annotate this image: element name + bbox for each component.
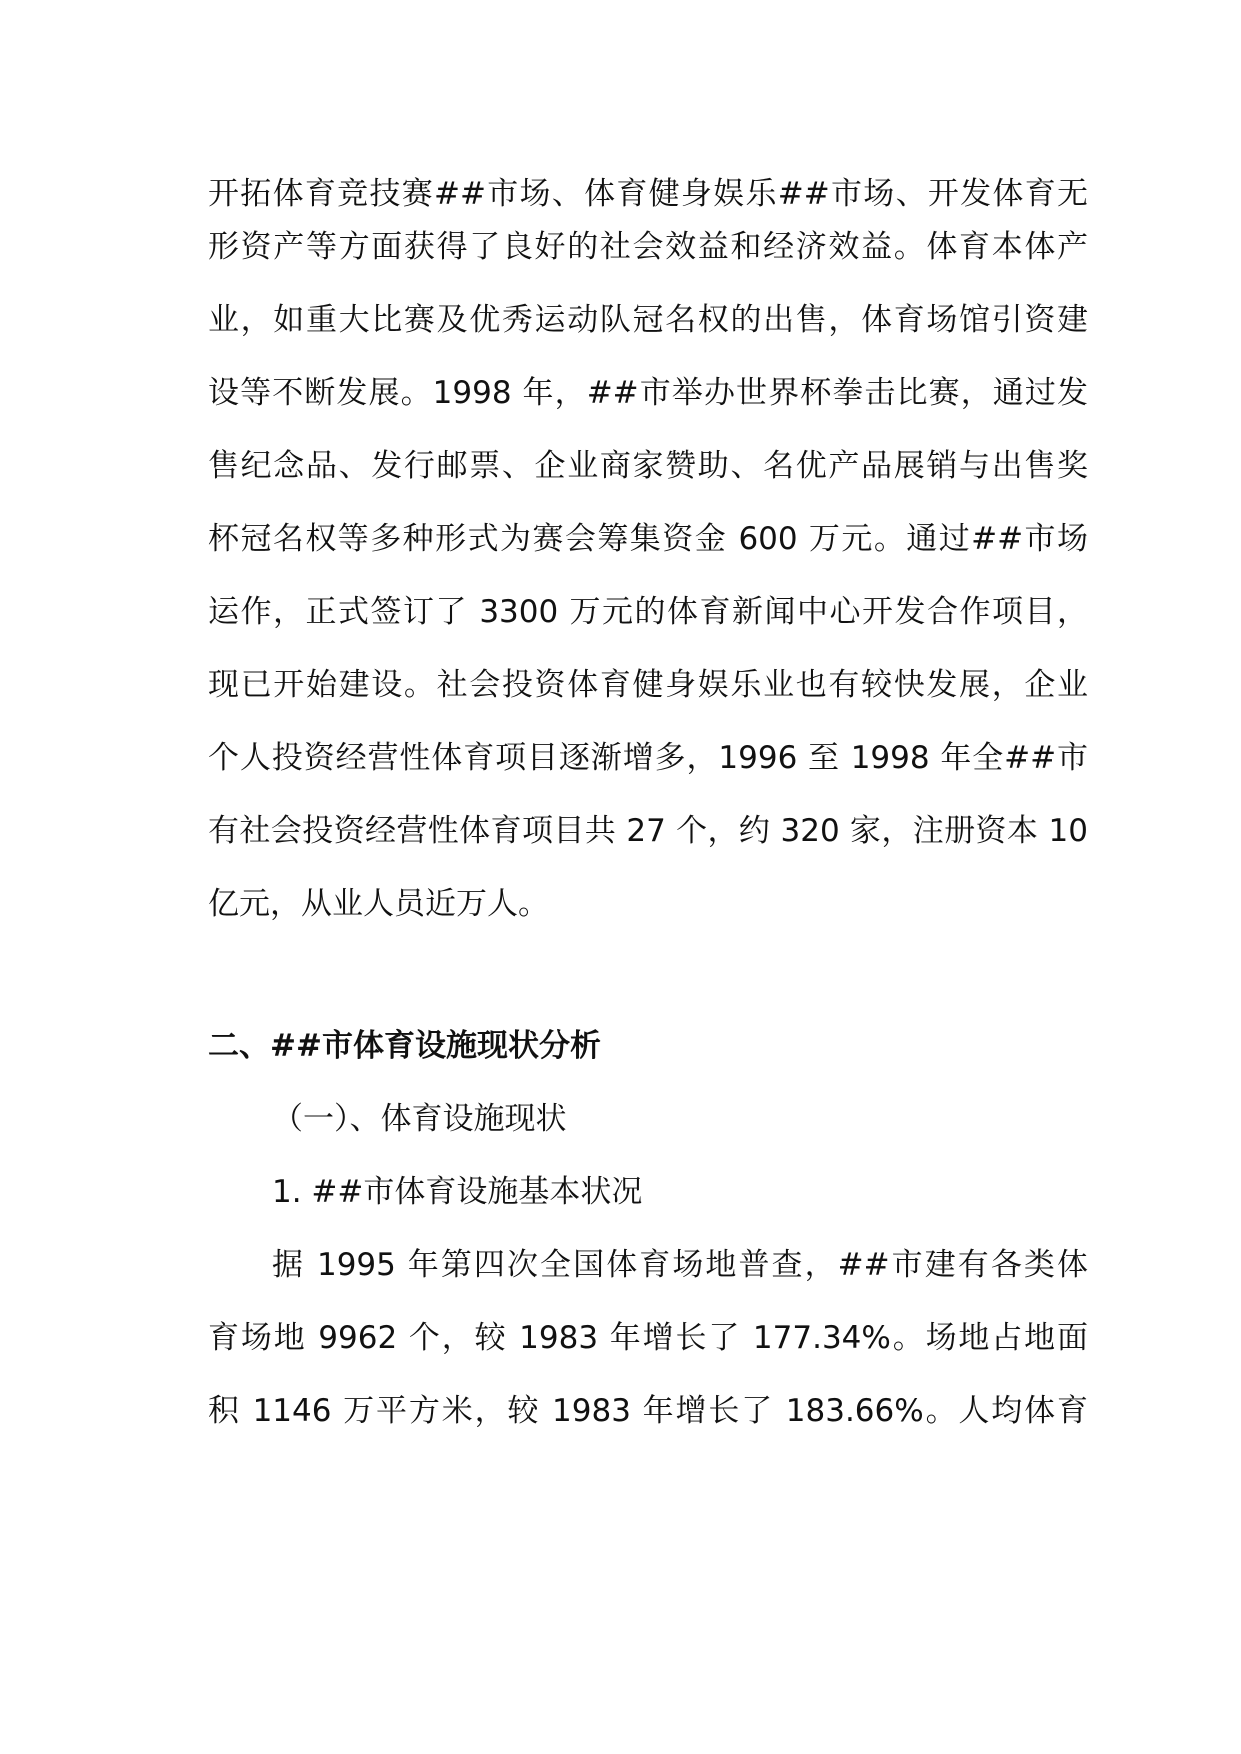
paragraph-line: 业，如重大比赛及优秀运动队冠名权的出售，体育场馆引资建 <box>208 302 1088 338</box>
item-heading: 1. ##市体育设施基本状况 <box>272 1174 643 1210</box>
section-heading: 二、##市体育设施现状分析 <box>208 1028 601 1064</box>
paragraph-line: 亿元，从业人员近万人。 <box>208 886 549 922</box>
paragraph-line: 开拓体育竞技赛##市场、体育健身娱乐##市场、开发体育无 <box>208 176 1088 212</box>
paragraph-line: 育场地 9962 个，较 1983 年增长了 177.34%。场地占地面 <box>208 1320 1088 1356</box>
subsection-heading: （一）、体育设施现状 <box>272 1101 567 1137</box>
paragraph-line: 有社会投资经营性体育项目共 27 个，约 320 家，注册资本 10 <box>208 813 1088 849</box>
paragraph-line: 售纪念品、发行邮票、企业商家赞助、名优产品展销与出售奖 <box>208 448 1088 484</box>
paragraph-line: 杯冠名权等多种形式为赛会筹集资金 600 万元。通过##市场 <box>208 521 1088 557</box>
paragraph-line: 形资产等方面获得了良好的社会效益和经济效益。体育本体产 <box>208 229 1088 265</box>
paragraph-line: 现已开始建设。社会投资体育健身娱乐业也有较快发展，企业 <box>208 667 1088 703</box>
paragraph-line: 运作，正式签订了 3300 万元的体育新闻中心开发合作项目， <box>208 594 1088 630</box>
paragraph-line: 积 1146 万平方米，较 1983 年增长了 183.66%。人均体育 <box>208 1393 1088 1429</box>
paragraph-line: 设等不断发展。1998 年，##市举办世界杯拳击比赛，通过发 <box>208 375 1088 411</box>
paragraph-line: 个人投资经营性体育项目逐渐增多，1996 至 1998 年全##市 <box>208 740 1088 776</box>
paragraph-line: 据 1995 年第四次全国体育场地普查，##市建有各类体 <box>272 1247 1088 1283</box>
